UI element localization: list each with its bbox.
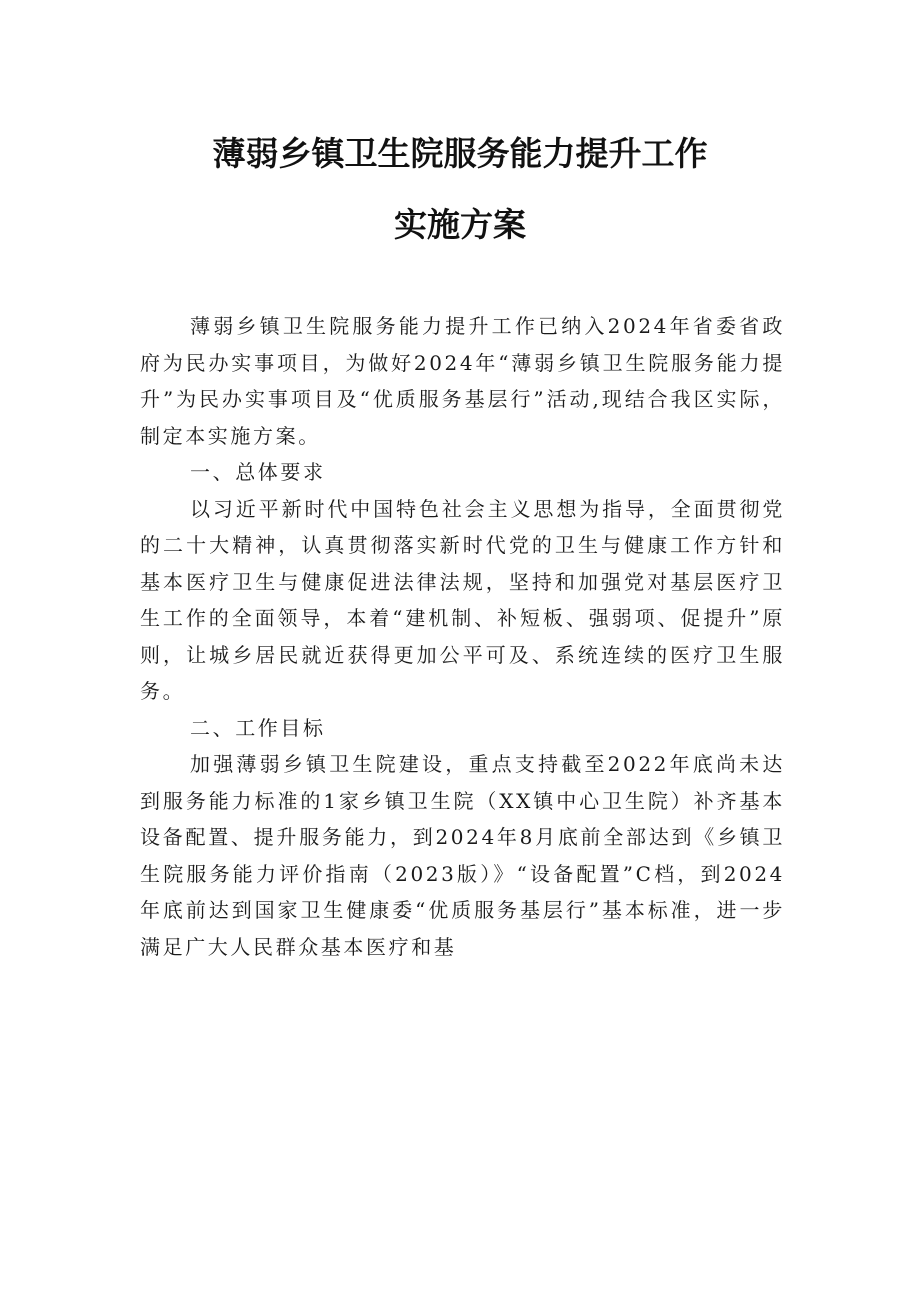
document-title-line-1: 薄弱乡镇卫生院服务能力提升工作	[212, 134, 708, 173]
section-heading-work-goals: 二、工作目标	[190, 715, 326, 740]
intro-paragraph: 薄弱乡镇卫生院服务能力提升工作已纳入2024年省委省政府为民办实事项目，为做好2024年“薄弱乡镇卫生院服务能力提升”为民办实事项目及“优质服务基层行”活动,现结合我区实际，制定本实施方案。	[140, 314, 785, 448]
document-body	[140, 308, 785, 965]
general-requirements-paragraph: 以习近平新时代中国特色社会主义思想为指导，全面贯彻党的二十大精神，认真贯彻落实新时代党的卫生与健康工作方针和基本医疗卫生与健康促进法律法规，坚持和加强党对基层医疗卫生工作的全面领导，本着“建机制、补短板、强弱项、促提升”原则，让城乡居民就近获得更加公平可及、系统连续的医疗卫生服务。	[140, 496, 785, 703]
work-goals-paragraph: 加强薄弱乡镇卫生院建设，重点支持截至2022年底尚未达到服务能力标准的1家乡镇卫生院（XX镇中心卫生院）补齐基本设备配置、提升服务能力，到2024年8月底前全部达到《乡镇卫生院服务能力评价指南（2023版）》“设备配置”C档，到2024年底前达到国家卫生健康委“优质服务基层行”基本标准，进一步满足广大人民群众基本医疗和基	[140, 752, 785, 959]
section-heading-general-requirements: 一、总体要求	[190, 460, 326, 484]
document-title-line-2: 实施方案	[394, 205, 526, 244]
